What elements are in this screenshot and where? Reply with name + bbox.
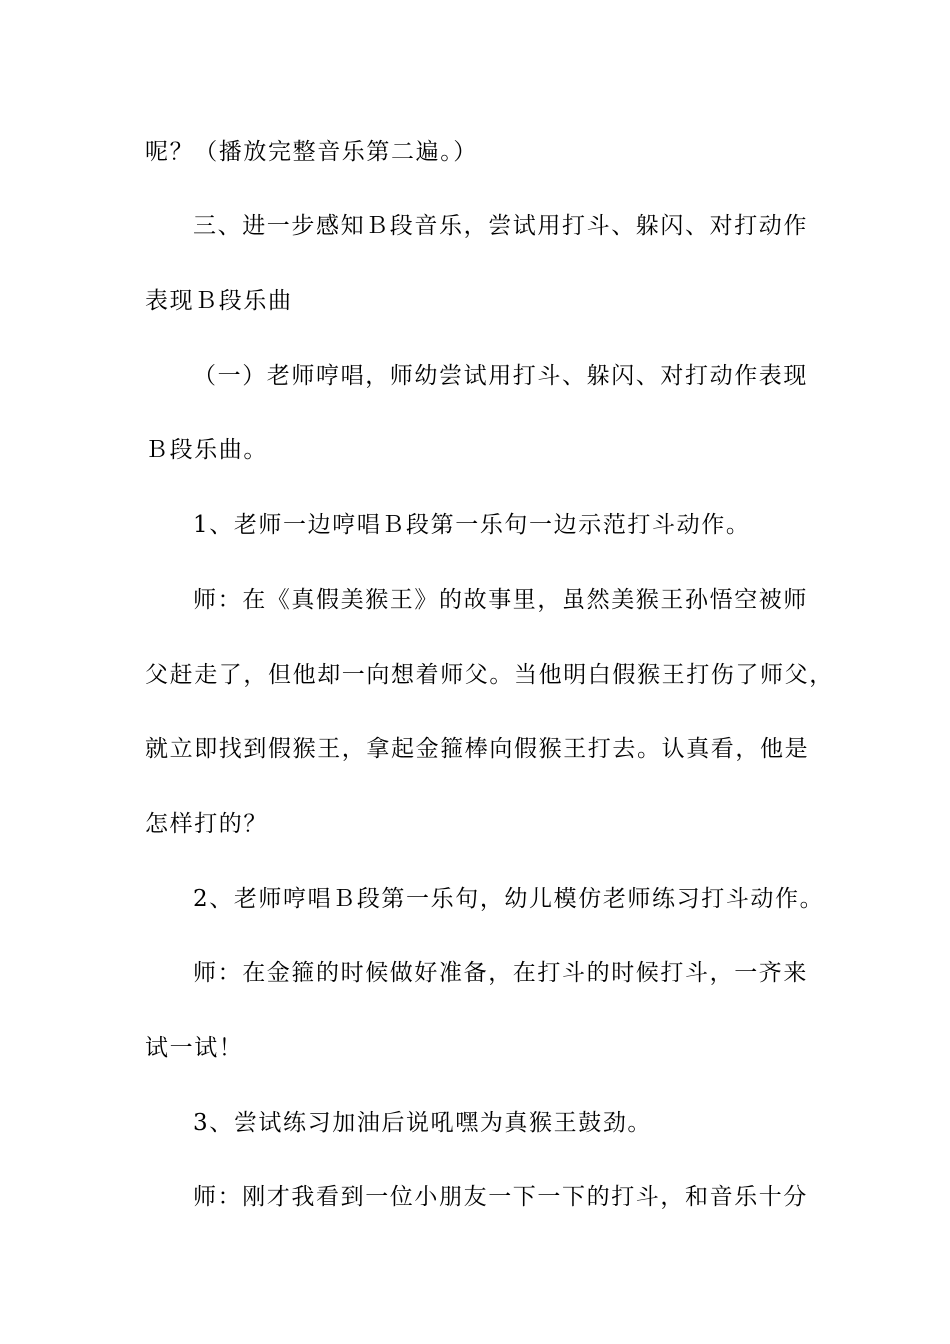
text-line: 怎样打的？ bbox=[145, 811, 268, 837]
list-item: 1、老师一边哼唱Ｂ段第一乐句一边示范打斗动作。 bbox=[193, 512, 751, 538]
text-line: 表现Ｂ段乐曲 bbox=[145, 288, 293, 314]
text-line: 呢？（播放完整音乐第二遍。） bbox=[145, 139, 478, 165]
list-item: 2、老师哼唱Ｂ段第一乐句，幼儿模仿老师练习打斗动作。 bbox=[193, 886, 825, 912]
text-line: 就立即找到假猴王，拿起金箍棒向假猴王打去。认真看，他是 bbox=[145, 736, 810, 762]
text-line: Ｂ段乐曲。 bbox=[145, 437, 268, 463]
text-line: 师：在金箍的时候做好准备，在打斗的时候打斗，一齐来 bbox=[193, 960, 808, 986]
section-heading: 三、进一步感知Ｂ段音乐，尝试用打斗、躲闪、对打动作 bbox=[193, 213, 808, 239]
text-line: 师：刚才我看到一位小朋友一下一下的打斗，和音乐十分 bbox=[193, 1184, 808, 1210]
list-item: 3、尝试练习加油后说吼嘿为真猴王鼓劲。 bbox=[193, 1110, 653, 1136]
text-line: 试一试！ bbox=[145, 1035, 244, 1061]
text-line: 父赶走了，但他却一向想着师父。当他明白假猴王打伤了师父， bbox=[145, 662, 834, 688]
text-line: 师：在《真假美猴王》的故事里，虽然美猴王孙悟空被师 bbox=[193, 587, 808, 613]
subsection-heading: （一）老师哼唱，师幼尝试用打斗、躲闪、对打动作表现 bbox=[193, 363, 808, 389]
